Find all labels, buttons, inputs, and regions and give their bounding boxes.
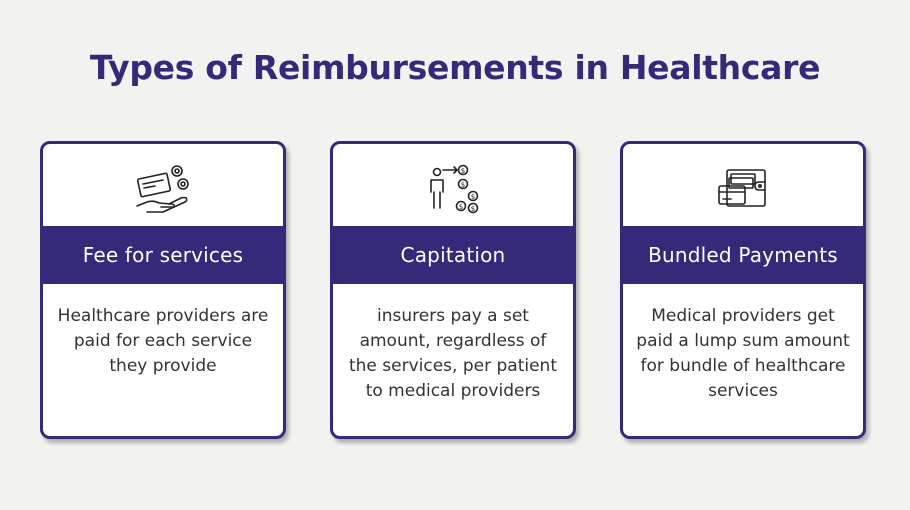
- card-bundled-payments: [620, 141, 866, 439]
- card-title: Capitation: [333, 226, 573, 284]
- card-title: Bundled Payments: [623, 226, 863, 284]
- card-description: insurers pay a set amount, regardless of the services, per patient to medical providers: [348, 306, 557, 401]
- person-dollar-flow-icon: [333, 162, 573, 216]
- svg-text:$: $: [460, 167, 466, 175]
- svg-text:$: $: [460, 181, 466, 189]
- card-description: Medical providers get paid a lump sum amount for bundle of healthcare services: [636, 306, 850, 401]
- card-fee-for-services: [40, 141, 286, 439]
- wallet-cash-card-icon: [623, 162, 863, 216]
- hand-holding-card-gears-icon: [43, 162, 283, 216]
- card-description: Healthcare providers are paid for each service they provide: [57, 306, 269, 376]
- page-title: Types of Reimbursements in Healthcare: [89, 48, 821, 87]
- card-title: Fee for services: [43, 226, 283, 284]
- svg-text:$: $: [470, 205, 476, 213]
- svg-text:$: $: [458, 203, 464, 211]
- card-capitation: [330, 141, 576, 439]
- svg-text:$: $: [470, 193, 476, 201]
